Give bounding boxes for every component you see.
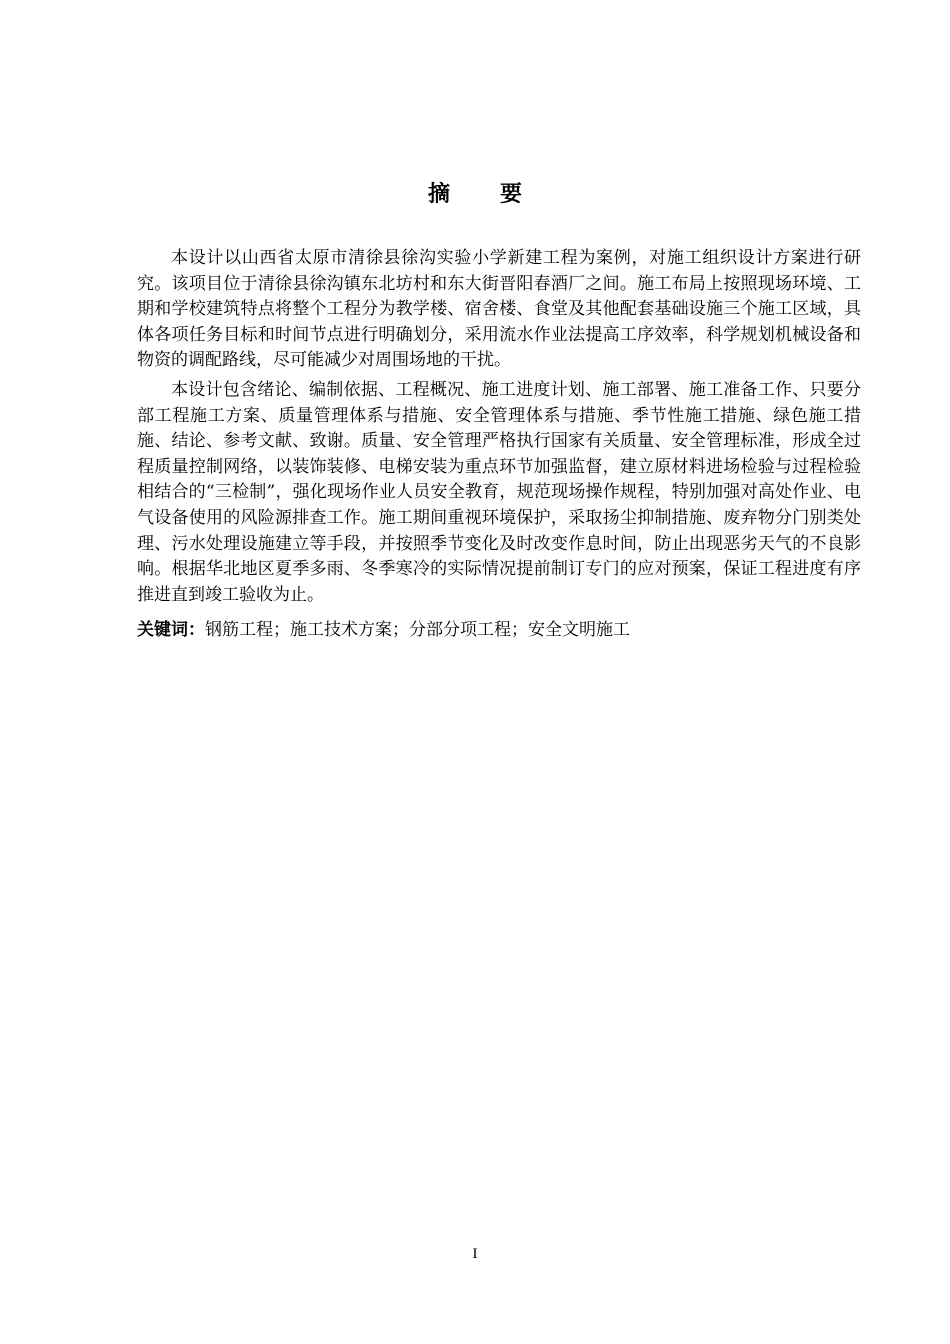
keywords-text: 钢筋工程；施工技术方案；分部分项工程；安全文明施工 — [205, 620, 630, 641]
abstract-paragraph-1: 本设计以山西省太原市清徐县徐沟实验小学新建工程为案例，对施工组织设计方案进行研究。该项目位于清徐县徐沟镇东北坊村和东大街晋阳春酒厂之间。施工布局上按照现场环境、工期和学校建筑特点将整个工程分为教学楼、宿舍楼、食堂及其他配套基础设施三个施工区域，具体各项任务目标和时间节点进行明确划分，采用流水作业法提高工序效率，科学规划机械设备和物资的调配路线，尽可能减少对周围场地的干扰。 — [137, 248, 861, 371]
page-number: I — [472, 1246, 478, 1262]
abstract-paragraph-2: 本设计包含绪论、编制依据、工程概况、施工进度计划、施工部署、施工准备工作、只要分部工程施工方案、质量管理体系与措施、安全管理体系与措施、季节性施工措施、绿色施工措施、结论、参考文献、致谢。质量、安全管理严格执行国家有关质量、安全管理标准，形成全过程质量控制网络，以装饰装修、电梯安装为重点环节加强监督，建立原材料进场检验与过程检验相结合的“三检制”，强化现场作业人员安全教育，规范现场操作规程，特别加强对高处作业、电气设备使用的风险源排查工作。施工期间重视环境保护，采取扬尘抑制措施、废弃物分门别类处理、污水处理设施建立等手段，并按照季节变化及时改变作息时间，防止出现恶劣天气的不良影响。根据华北地区夏季多雨、冬季寒冷的实际情况提前制订专门的应对预案，保证工程进度有序推进直到竣工验收为止。 — [137, 379, 861, 605]
abstract-body — [137, 246, 861, 644]
keywords-label: 关键词： — [137, 620, 205, 641]
keywords-line — [137, 618, 861, 644]
abstract-title: 摘要 — [427, 182, 572, 207]
